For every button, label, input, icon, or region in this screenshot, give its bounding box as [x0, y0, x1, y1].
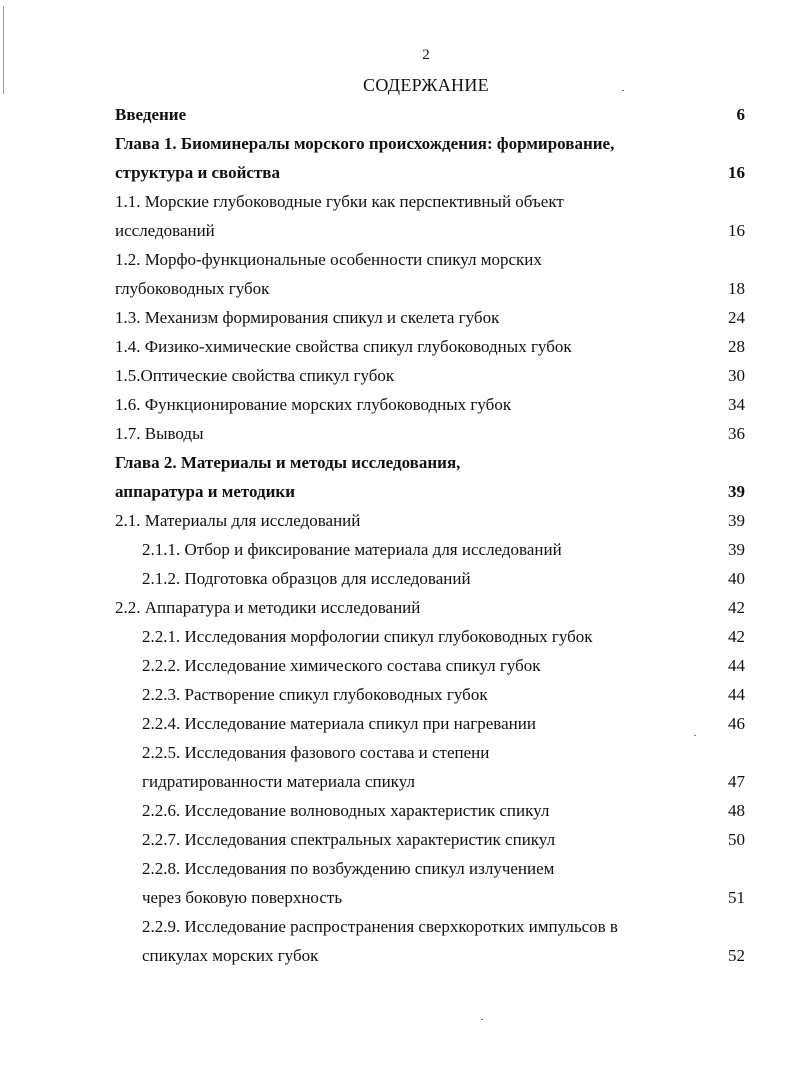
toc-entry-chapter-2-cont[interactable] [115, 479, 745, 505]
toc-entry-text: исследований [115, 221, 215, 240]
toc-entry-text: 1.2. Морфо-функциональные особенности спикул морских [115, 250, 542, 269]
toc-entry-2-1[interactable] [115, 508, 745, 534]
toc-entry-chapter-1-cont[interactable] [115, 160, 745, 186]
toc-entry-text: 2.2.2. Исследование химического состава спикул губок [142, 656, 541, 675]
toc-entry-page: 44 [728, 685, 745, 704]
toc-entry-1-1-cont[interactable] [115, 218, 745, 244]
toc-entry-2-2-1[interactable] [142, 624, 745, 650]
toc-entry-1-6[interactable] [115, 392, 745, 418]
toc-entry-text: аппаратура и методики [115, 482, 296, 501]
toc-entry-text: Глава 1. Биоминералы морского происхождения: формирование, [115, 134, 615, 153]
toc-entry-text: 1.6. Функционирование морских глубоководных губок [115, 395, 512, 414]
toc-entry-1-1[interactable] [115, 189, 745, 215]
toc-entry-page: 40 [728, 569, 745, 588]
toc-entry-text: структура и свойства [115, 163, 280, 182]
toc-entry-page: 24 [728, 308, 745, 327]
toc-entry-page: 18 [728, 279, 745, 298]
toc-entry-2-2-3[interactable] [142, 682, 745, 708]
toc-entry-text: глубоководных губок [115, 279, 270, 298]
toc-entry-chapter-1[interactable] [115, 131, 745, 157]
toc-entry-1-7[interactable] [115, 421, 745, 447]
toc-entry-text: 2.1.1. Отбор и фиксирование материала для исследований [142, 540, 562, 559]
scan-speck [622, 90, 624, 91]
toc-entry-2-2-8-cont[interactable] [142, 885, 745, 911]
toc-entry-text: 2.2.4. Исследование материала спикул при нагревании [142, 714, 536, 733]
toc-entry-page: 36 [728, 424, 745, 443]
toc-entry-text: спикулах морских губок [142, 946, 319, 965]
page-title: СОДЕРЖАНИЕ [363, 75, 489, 95]
toc-entry-page: 47 [728, 772, 745, 791]
toc-entry-text: Глава 2. Материалы и методы исследования, [115, 453, 461, 472]
toc-entry-page: 34 [728, 395, 745, 414]
toc-entry-text: Введение [115, 105, 187, 124]
toc-entry-text: 2.2.8. Исследования по возбуждению спикул излучением [142, 859, 555, 878]
toc-entry-text: 1.3. Механизм формирования спикул и скелета губок [115, 308, 500, 327]
toc-entry-page: 46 [728, 714, 745, 733]
toc-entry-chapter-2[interactable] [115, 450, 745, 476]
toc-entry-2-1-1[interactable] [142, 537, 745, 563]
toc-entry-page: 30 [728, 366, 745, 385]
toc-entry-text: 2.2.1. Исследования морфологии спикул глубоководных губок [142, 627, 593, 646]
toc-entry-text: 2.2.6. Исследование волноводных характеристик спикул [142, 801, 550, 820]
toc-entry-page: 6 [736, 105, 745, 124]
toc-entry-1-2[interactable] [115, 247, 745, 273]
toc-entry-page: 16 [728, 221, 745, 240]
toc-entry-1-2-cont[interactable] [115, 276, 745, 302]
toc-entry-2-2-8[interactable] [142, 856, 745, 882]
toc-entry-2-2-9[interactable] [142, 914, 745, 940]
toc-entry-2-2[interactable] [115, 595, 745, 621]
toc-entry-text: 2.1. Материалы для исследований [115, 511, 361, 530]
toc-entry-2-1-2[interactable] [142, 566, 745, 592]
toc-entry-text: 1.7. Выводы [115, 424, 204, 443]
toc-entry-page: 44 [728, 656, 745, 675]
toc-entry-2-2-9-cont[interactable] [142, 943, 745, 969]
toc-entry-page: 39 [728, 540, 745, 559]
toc-entry-page: 16 [728, 163, 745, 182]
toc-entry-2-2-4[interactable] [142, 711, 745, 737]
toc-entry-1-4[interactable] [115, 334, 745, 360]
toc-entry-2-2-6[interactable] [142, 798, 745, 824]
toc-entry-2-2-7[interactable] [142, 827, 745, 853]
toc-entry-introduction[interactable] [115, 102, 745, 128]
toc-entry-page: 39 [728, 511, 745, 530]
toc-entry-page: 42 [728, 627, 745, 646]
toc-entry-text: 2.2.7. Исследования спектральных характеристик спикул [142, 830, 556, 849]
scan-speck [481, 1019, 483, 1020]
toc-entry-text: 2.2. Аппаратура и методики исследований [115, 598, 421, 617]
toc-entry-page: 39 [728, 482, 745, 501]
toc-entry-2-2-5-cont[interactable] [142, 769, 745, 795]
toc-entry-text: гидратированности материала спикул [142, 772, 415, 791]
toc-entry-text: 2.2.9. Исследование распространения сверхкоротких импульсов в [142, 917, 618, 936]
toc-entry-text: через боковую поверхность [142, 888, 343, 907]
toc-entry-page: 48 [728, 801, 745, 820]
toc-entry-page: 42 [728, 598, 745, 617]
toc-entry-2-2-2[interactable] [142, 653, 745, 679]
scan-speck [694, 735, 696, 736]
toc-entry-text: 2.2.5. Исследования фазового состава и степени [142, 743, 490, 762]
toc-entry-page: 51 [728, 888, 745, 907]
toc-entry-page: 50 [728, 830, 745, 849]
toc-entry-text: 1.5.Оптические свойства спикул губок [115, 366, 395, 385]
toc-entry-text: 2.1.2. Подготовка образцов для исследований [142, 569, 471, 588]
toc-entry-1-5[interactable] [115, 363, 745, 389]
toc-entry-page: 52 [728, 946, 745, 965]
toc-entry-text: 2.2.3. Растворение спикул глубоководных губок [142, 685, 488, 704]
toc-entry-2-2-5[interactable] [142, 740, 745, 766]
toc-entry-text: 1.1. Морские глубоководные губки как перспективный объект [115, 192, 564, 211]
toc-entry-page: 28 [728, 337, 745, 356]
toc-entry-1-3[interactable] [115, 305, 745, 331]
toc-entry-text: 1.4. Физико-химические свойства спикул глубоководных губок [115, 337, 572, 356]
page-number: 2 [422, 47, 430, 63]
